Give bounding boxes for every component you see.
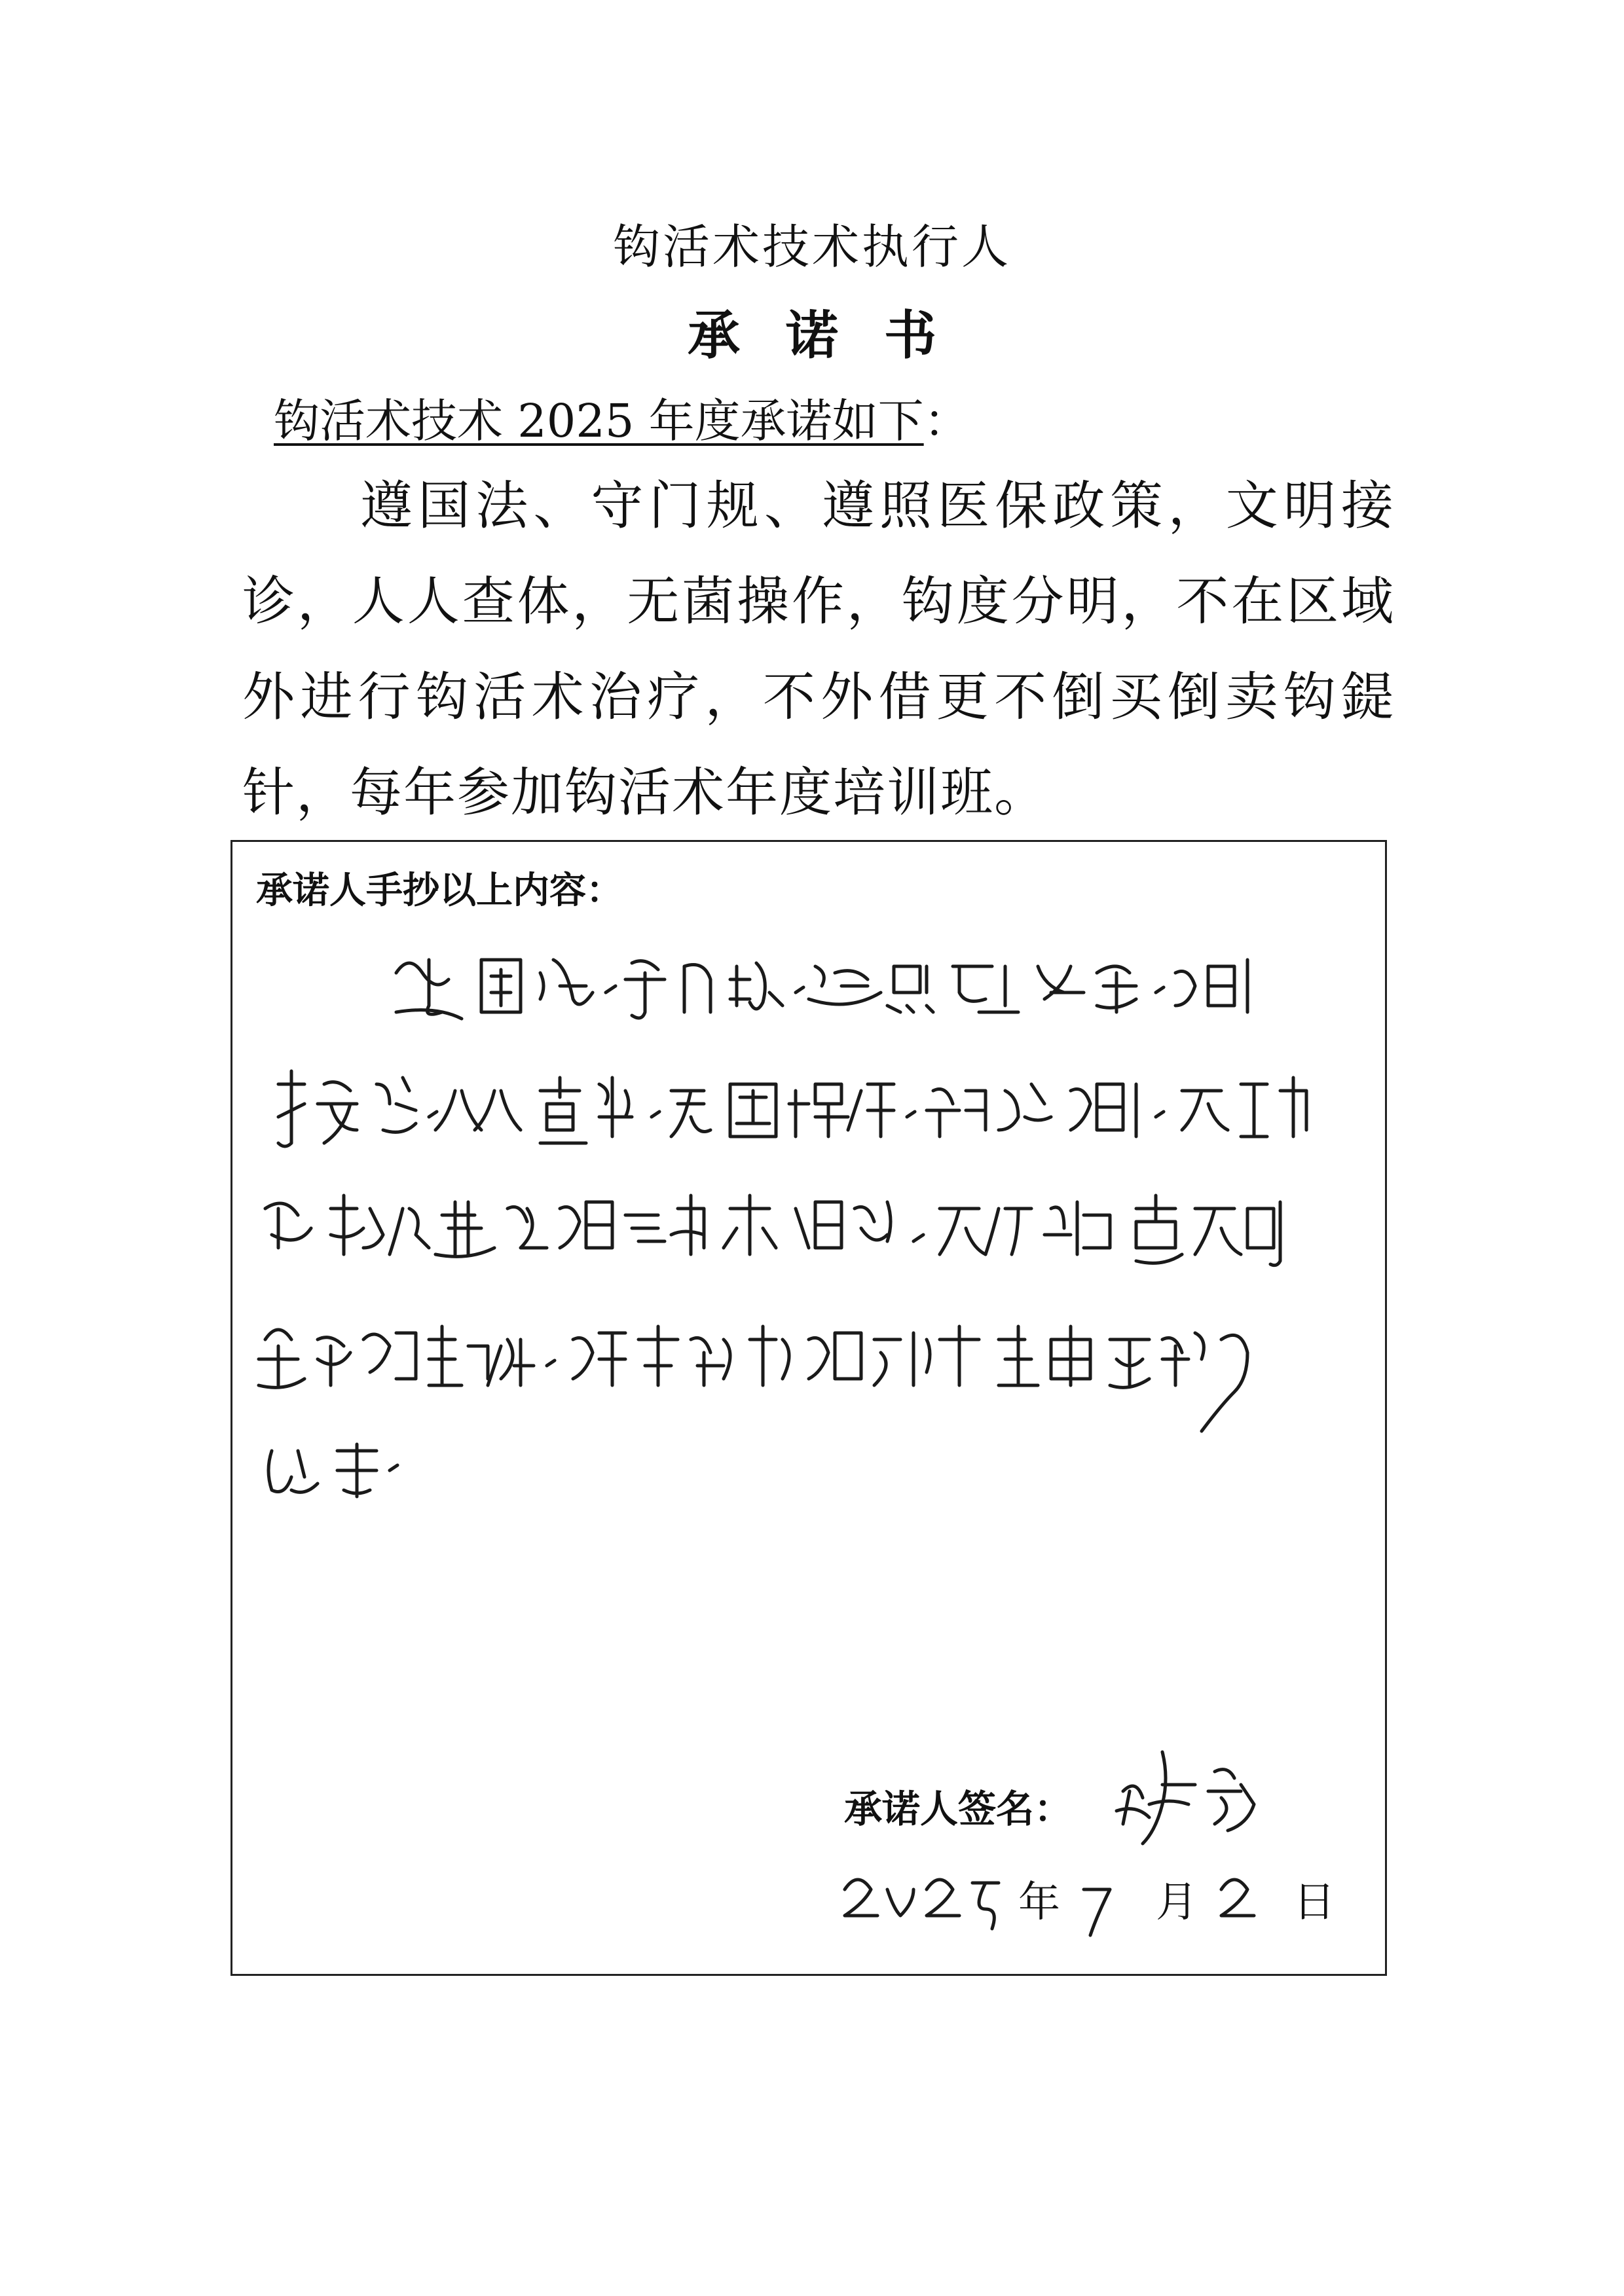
handwritten-copy (232, 842, 1385, 1975)
handcopy-box (231, 840, 1387, 1976)
document-subtitle: 承诺书 (688, 304, 982, 366)
pledge-body: 遵国法、守门规、遵照医保政策，文明接诊，人人查体，无菌操作，钩度分明，不在区域外进行钩活术治疗，不外借更不倒买倒卖钩鍉针，每年参加钩活术年度培训班。 (242, 475, 1395, 823)
lead-line (274, 392, 970, 450)
handcopy-label: 承诺人手抄以上内容： (256, 869, 623, 912)
date-month-unit: 月 (1156, 1878, 1198, 1927)
lead-colon: ： (923, 394, 970, 448)
lead-text: 钩活术技术 2025 年度承诺如下 (274, 394, 924, 448)
date-day-unit: 日 (1293, 1878, 1335, 1927)
signature-label: 承诺人签名： (844, 1787, 1073, 1831)
document-title: 钩活术技术执行人 (612, 219, 1011, 274)
date-year-unit: 年 (1018, 1878, 1060, 1927)
